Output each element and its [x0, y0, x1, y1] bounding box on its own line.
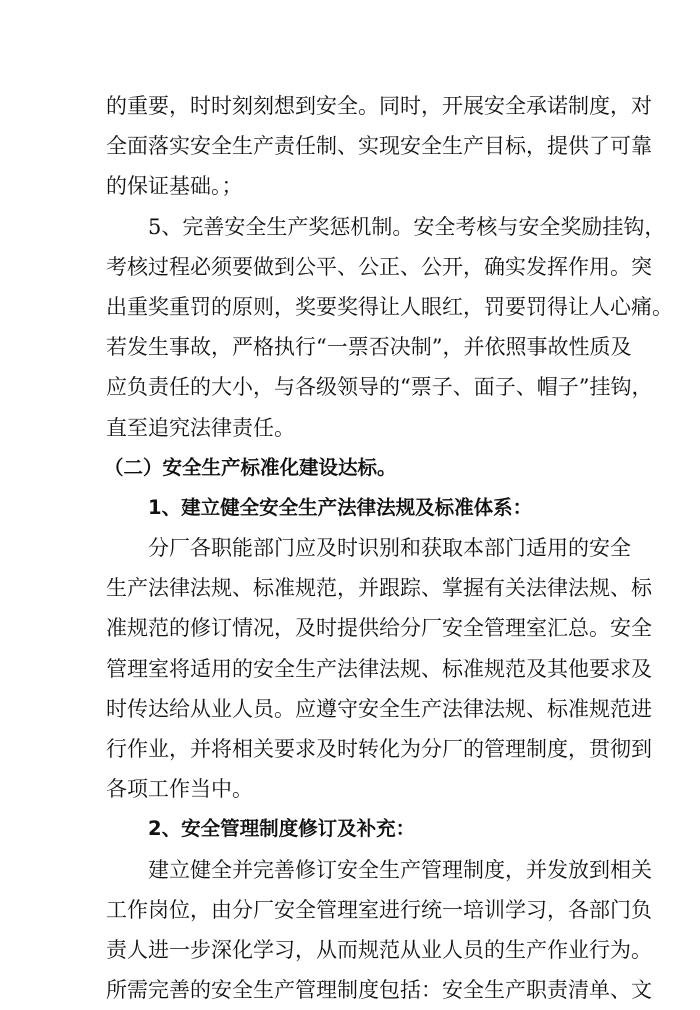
text-line: 各项工作当中。 — [106, 777, 253, 802]
paragraph-safety-commitment — [106, 86, 652, 207]
text-line: 工作岗位，由分厂安全管理室进行统一培训学习，各部门负 — [106, 897, 652, 922]
text-line: 准规范的修订情况，及时提供给分厂安全管理室汇总。安全 — [106, 616, 652, 641]
text-line: 考核过程必须要做到公平、公正、公开，确实发挥作用。突 — [106, 254, 652, 279]
text-line: 出重奖重罚的原则，奖要奖得让人眼红，罚要罚得让人心痛。 — [106, 294, 673, 319]
text-line: 行作业，并将相关要求及时转化为分厂的管理制度，贯彻到 — [106, 737, 652, 761]
text-line: 直至追究法律责任。 — [106, 415, 295, 440]
paragraph-reward-punishment — [106, 207, 673, 448]
text-line: 分厂各职能部门应及时识别和获取本部门适用的安全 — [148, 536, 631, 561]
document-body — [104, 86, 673, 1010]
subsection-heading-laws-standards: 1、建立健全安全生产法律法规及标准体系： — [148, 495, 533, 519]
text-line: 管理室将适用的安全生产法律法规、标准规范及其他要求及 — [106, 656, 652, 681]
text-line: 5、完善安全生产奖惩机制。安全考核与安全奖励挂钩， — [148, 214, 666, 239]
paragraph-laws-standards — [106, 528, 652, 809]
text-line: 应负责任的大小，与各级领导的“票子、面子、帽子”挂钩， — [106, 375, 653, 400]
subsection-heading-management-system: 2、安全管理制度修订及补充： — [148, 817, 416, 841]
text-line: 责人进一步深化学习，从而规范从业人员的生产作业行为。 — [106, 937, 652, 962]
text-line: 全面落实安全生产责任制、实现安全生产目标，提供了可靠 — [106, 134, 652, 159]
text-line: 所需完善的安全生产管理制度包括：安全生产职责清单、文 — [106, 978, 652, 1003]
text-line: 时传达给从业人员。应遵守安全生产法律法规、标准规范进 — [106, 696, 652, 721]
text-line: 若发生事故，严格执行“一票否决制”，并依照事故性质及 — [106, 335, 632, 360]
text-line: 的保证基础。； — [106, 174, 243, 199]
section-heading-standardization: （二）安全生产标准化建设达标。 — [104, 455, 397, 479]
text-line: 建立健全并完善修订安全生产管理制度，并发放到相关 — [148, 857, 652, 882]
text-line: 的重要，时时刻刻想到安全。同时，开展安全承诺制度，对 — [106, 94, 652, 118]
text-line: 生产法律法规、标准规范，并跟踪、掌握有关法律法规、标 — [106, 576, 652, 601]
paragraph-management-system — [106, 850, 652, 1010]
